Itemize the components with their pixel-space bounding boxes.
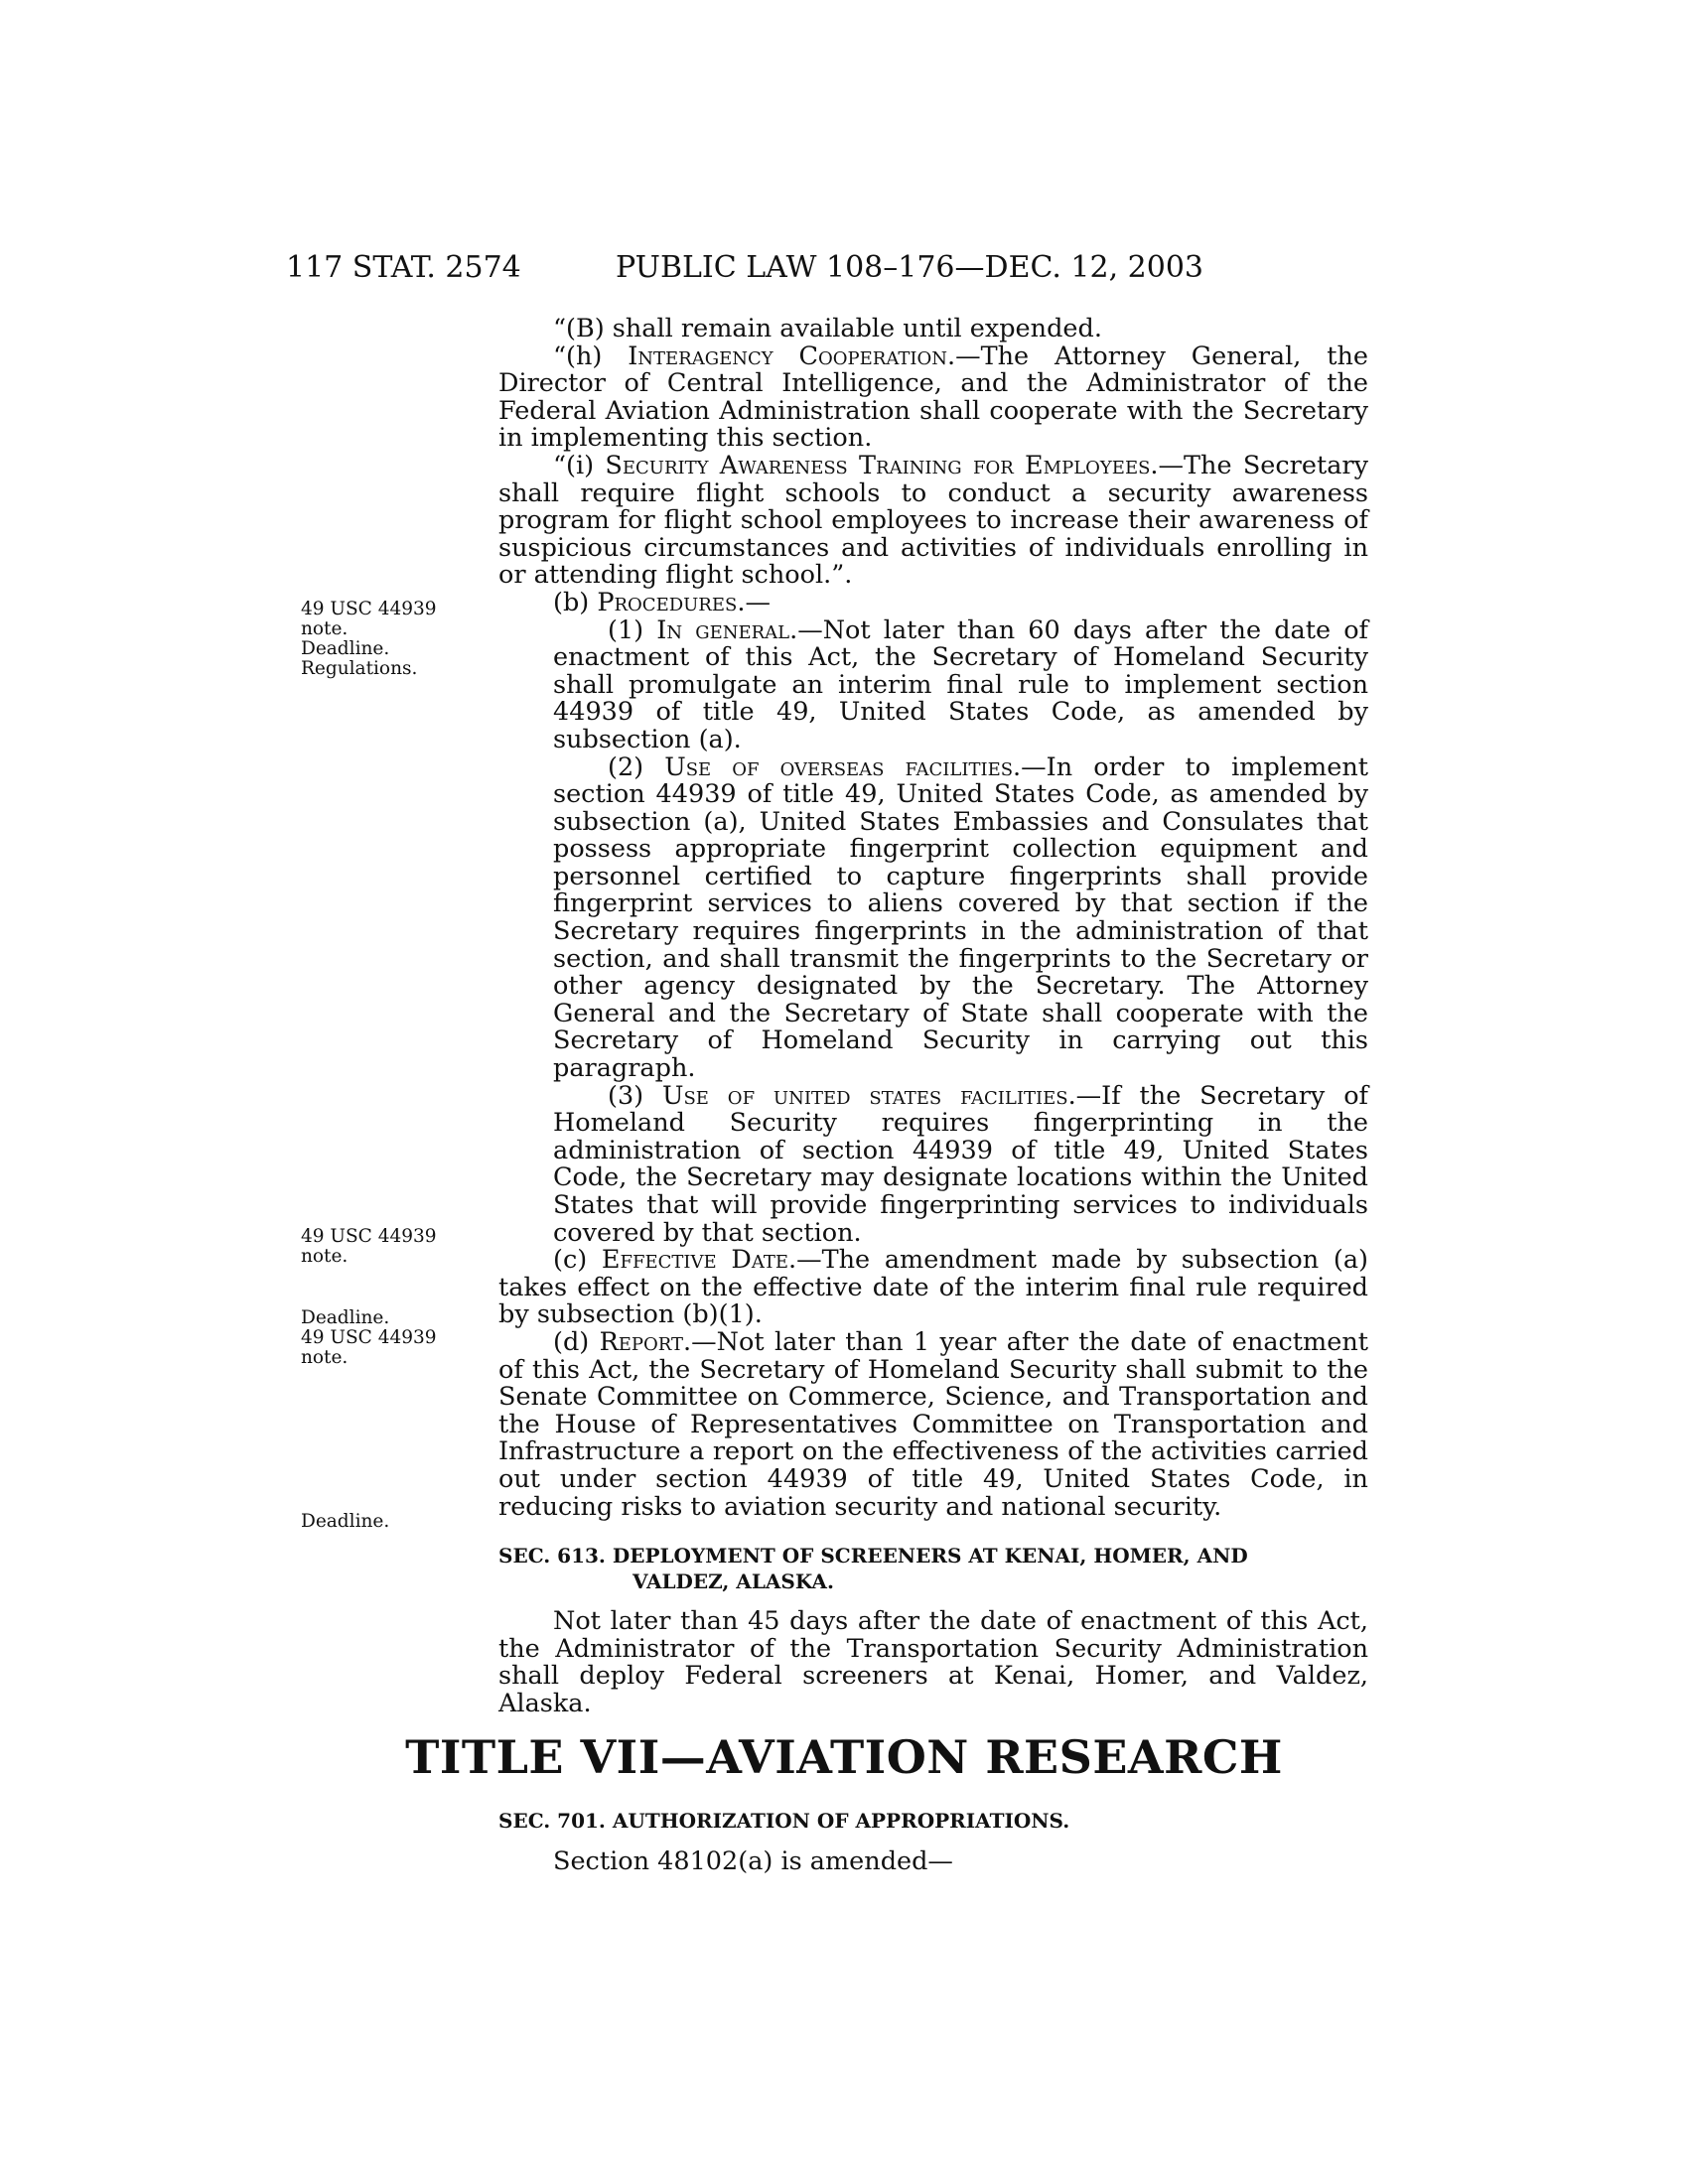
paragraph-1-in-general: (1) In general.—Not later than 60 days after the date of enactment of this Act, the Secretary of Homeland Security shall promulgate an interim final rule to implement section 44939 of title 49, United States Code, as amended by subsection (a). [553, 614, 1368, 754]
paragraph-b-expended: “(B) shall remain available until expended. [553, 314, 1102, 343]
subsection-c-effective-date: (c) Effective Date.—The amendment made by subsection (a) takes effect on the effective date of the interim final rule required by subsection (b)(1). [498, 1245, 1368, 1330]
margin-note-1: 49 USC 44939 note. Deadline. Regulations. [301, 599, 437, 679]
paragraph-2-overseas-facilities: (2) Use of overseas facilities.—In order to implement section 44939 of title 49, United States Code, as amended by subsection (a), United States Embassies and Consulates that possess appropriate fingerprint collection equipment and personnel certified to capture fingerprints shall provide fingerprint services to aliens covered by that section if the Secretary requires fingerprints in the administration of that section, and shall transmit the fingerprints to the Secretary or other agency designated by the Secretary. The Attorney General and the Secretary of State shall cooperate with the Secretary of Homeland Security in carrying out this paragraph. [553, 751, 1368, 1084]
statute-page-number: 117 STAT. 2574 [286, 250, 521, 285]
title-vii-heading: TITLE VII—AVIATION RESEARCH [405, 1730, 1283, 1784]
body-text [498, 316, 1368, 1718]
subsection-d-report: (d) Report.—Not later than 1 year after the date of enactment of this Act, the Secretary of Homeland Security shall submit to the Senate Committee on Commerce, Science, and Transportation and the House of Representatives Committee on Transportation and Infrastructure a report on the effectiveness of the activities carried out under section 44939 of title 49, United States Code, in reducing risks to aviation security and national security. [498, 1326, 1368, 1522]
section-701-text: Section 48102(a) is amended— [553, 1846, 953, 1876]
subsection-b-procedures: (b) Procedures.— [553, 587, 771, 617]
paragraph-h-interagency: “(h) Interagency Cooperation.—The Attorney General, the Director of Central Intelligence, and the Administrator of the Federal Aviation Administration shall cooperate with the Secretary in implementing this section. [498, 341, 1368, 454]
section-701-heading: SEC. 701. AUTHORIZATION OF APPROPRIATIONS. [498, 1809, 1070, 1833]
margin-note-2: 49 USC 44939 note. [301, 1226, 437, 1267]
section-613-text: Not later than 45 days after the date of enactment of this Act, the Administrator of the Transportation Security Administration shall deploy Federal screeners at Kenai, Homer, and Valdez, Alaska. [498, 1606, 1368, 1718]
margin-note-3: Deadline. 49 USC 44939 note. [301, 1307, 437, 1368]
paragraph-3-us-facilities: (3) Use of united states facilities.—If the Secretary of Homeland Security requires fingerprinting in the administration of section 44939 of title 49, United States Code, the Secretary may designate locations within the United States that will provide fingerprinting services to individuals covered by that section. [553, 1080, 1368, 1248]
margin-note-4: Deadline. [301, 1511, 390, 1532]
page-header [286, 250, 1368, 290]
section-613-heading: SEC. 613. DEPLOYMENT OF SCREENERS AT KENAI, HOMER, AND VALDEZ, ALASKA. [498, 1544, 1248, 1594]
law-title: PUBLIC LAW 108–176—DEC. 12, 2003 [616, 250, 1204, 285]
paragraph-i-security-awareness: “(i) Security Awareness Training for Employees.—The Secretary shall require flight schools to conduct a security awareness program for flight school employees to increase their awareness of suspicious circumstances and activities of individuals enrolling in or attending flight school.”. [498, 450, 1369, 591]
